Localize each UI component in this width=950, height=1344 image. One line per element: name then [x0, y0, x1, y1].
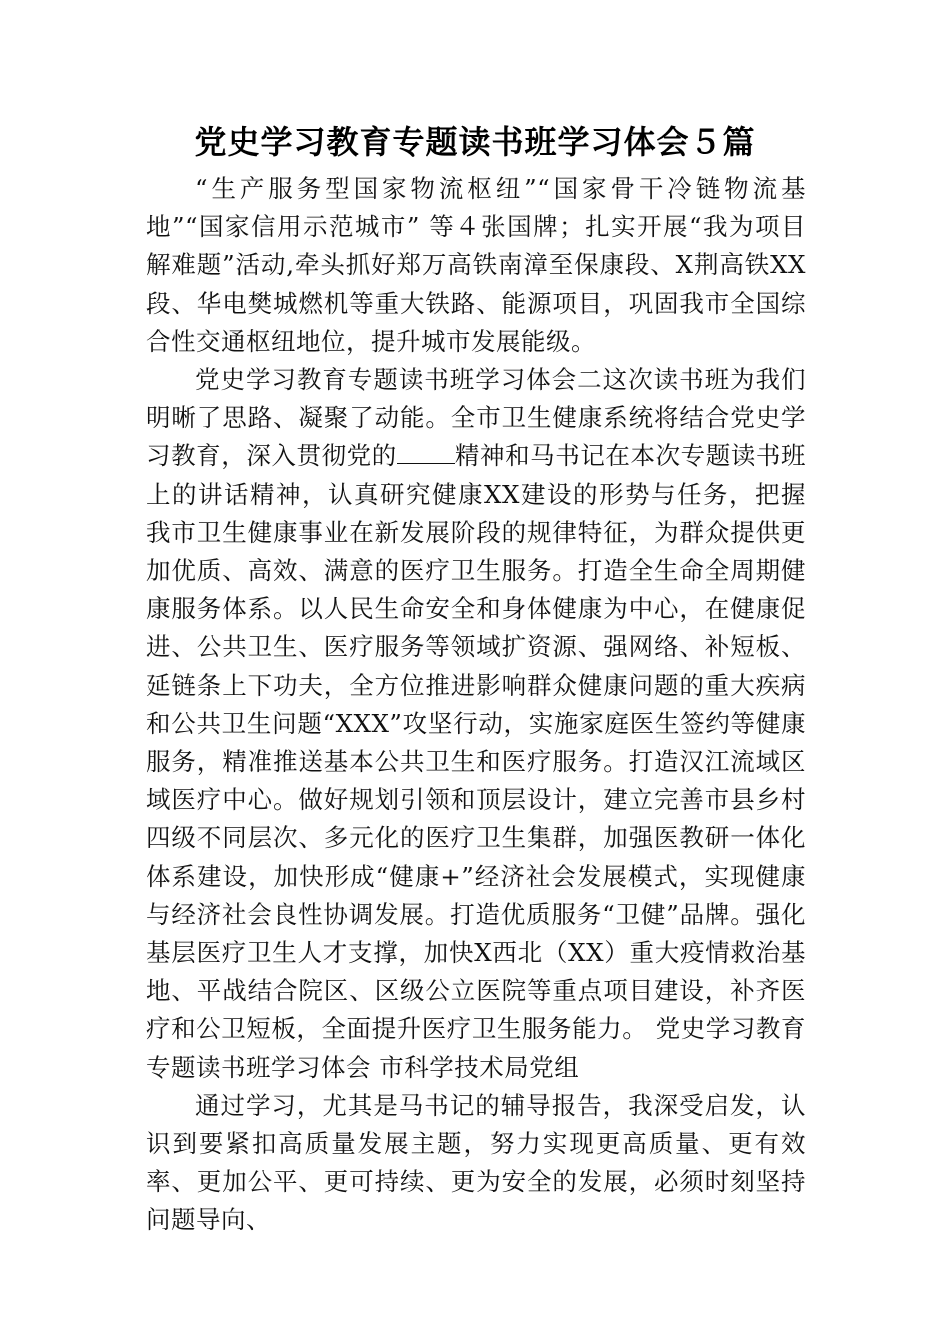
paragraph-1: “生产服务型国家物流枢纽”“国家骨干冷链物流基地”“国家信用示范城市” 等４张国牌；扎实开展“我为项目解难题”活动,牵头抓好郑万高铁南漳至保康段、X荆高铁XX段、华电樊城燃机等重大铁路、能源项目，巩固我市全国综合性交通枢纽地位，提升城市发展能级。 [146, 174, 806, 356]
paragraph-2-text-before-blank: 党史学习教育专题读书班学习体会二这次读书班为我们明晰了思路、凝聚了动能。全市卫生健康系统将结合党史学习教育，深入贯彻党的 [146, 365, 806, 471]
document-body [146, 170, 806, 1240]
paragraph-2-text-after-blank: 精神和马书记在本次专题读书班上的讲话精神，认真研究健康XX建设的形势与任务，把握我市卫生健康事业在新发展阶段的规律特征，为群众提供更加优质、高效、满意的医疗卫生服务。打造全生命全周期健康服务体系。以人民生命安全和身体健康为中心，在健康促进、公共卫生、医疗服务等领域扩资源、强网络、补短板、延链条上下功夫，全方位推进影响群众健康问题的重大疾病和公共卫生问题“XXX”攻坚行动，实施家庭医生签约等健康服务，精准推送基本公共卫生和医疗服务。打造汉江流域区域医疗中心。做好规划引领和顶层设计，建立完善市县乡村四级不同层次、多元化的医疗卫生集群，加强医教研一体化体系建设，加快形成“健康+”经济社会发展模式，实现健康与经济社会良性协调发展。打造优质服务“卫健”品牌。强化基层医疗卫生人才支撑，加快X西北（XX）重大疫情救治基地、平战结合院区、区级公立医院等重点项目建设，补齐医疗和公卫短板，全面提升医疗卫生服务能力。 党史学习教育专题读书班学习体会 市科学技术局党组 [146, 441, 807, 1082]
fill-in-blank [397, 439, 455, 464]
paragraph-2 [146, 361, 806, 1087]
document-title: 党史学习教育专题读书班学习体会５篇 [194, 123, 756, 161]
paragraph-3: 通过学习，尤其是马书记的辅导报告，我深受启发，认识到要紧扣高质量发展主题，努力实现更高质量、更有效率、更加公平、更可持续、更为安全的发展，必须时刻坚持问题导向、 [146, 1090, 806, 1235]
